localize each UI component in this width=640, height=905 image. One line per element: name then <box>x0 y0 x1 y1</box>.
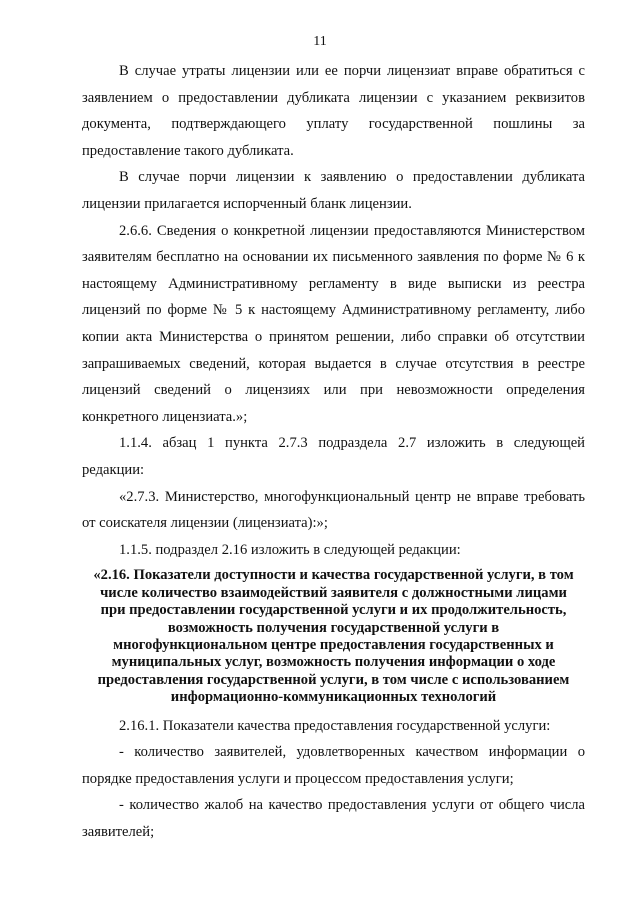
heading-line: при предоставлении государственной услуги и их продолжительность, <box>100 602 567 619</box>
page-number: 11 <box>313 34 327 49</box>
heading-line: муниципальных услуг, возможность получения информации о ходе <box>111 654 556 671</box>
heading-line: возможность получения государственной услуги в <box>167 619 500 636</box>
paragraph-2-16-1: 2.16.1. Показатели качества предоставления государственной услуги: <box>119 717 551 734</box>
paragraph-license-loss: В случае утраты лицензии или ее порчи лицензиат вправе обратиться с заявлением о предоставлении дубликата лицензии с указанием реквизитов документа, подтверждающего уплату государственной пошлины за предоставление такого дубликата. <box>82 63 585 159</box>
paragraph-1-1-4: 1.1.4. абзац 1 пункта 2.7.3 подраздела 2.7 изложить в следующей редакции: <box>82 435 585 478</box>
paragraph-2-6-6: 2.6.6. Сведения о конкретной лицензии предоставляются Министерством заявителям бесплатно на основании их письменного заявления по форме № 6 к настоящему Административному регламенту в виде выписки из реестра лицензий по форме № 5 к настоящему Административному регламенту, либо копии акта Министерства о принятом решении, либо справки об отсутствии запрашиваемых сведений, которая выдается в случае отсутствия в реестре лицензий сведений о лицензиях или при невозможности определения конкретного лицензиата.»; <box>82 222 585 425</box>
document-body <box>82 58 585 846</box>
heading-line: числе количество взаимодействий заявителя с должностными лицами <box>100 584 567 601</box>
list-item-complaints: - количество жалоб на качество предоставления услуги от общего числа заявителей; <box>82 797 585 840</box>
heading-line: многофункциональном центре предоставления государственных и <box>113 636 554 653</box>
paragraph-license-damage: В случае порчи лицензии к заявлению о предоставлении дубликата лицензии прилагается испорченный бланк лицензии. <box>82 169 585 212</box>
heading-line: «2.16. Показатели доступности и качества государственной услуги, в том <box>93 567 574 584</box>
paragraph-2-7-3: «2.7.3. Министерство, многофункциональный центр не вправе требовать от соискателя лицензии (лицензиата):»; <box>82 488 585 532</box>
section-heading-2-16 <box>76 563 591 712</box>
paragraph-1-1-5: 1.1.5. подраздел 2.16 изложить в следующей редакции: <box>119 541 461 558</box>
heading-line: предоставления государственной услуги, в том числе с использованием <box>97 671 570 688</box>
list-item-satisfied-applicants: - количество заявителей, удовлетворенных качеством информации о порядке предоставления услуги и процессом предоставления услуги; <box>82 744 585 787</box>
heading-line: информационно-коммуникационных технологий <box>170 689 497 706</box>
